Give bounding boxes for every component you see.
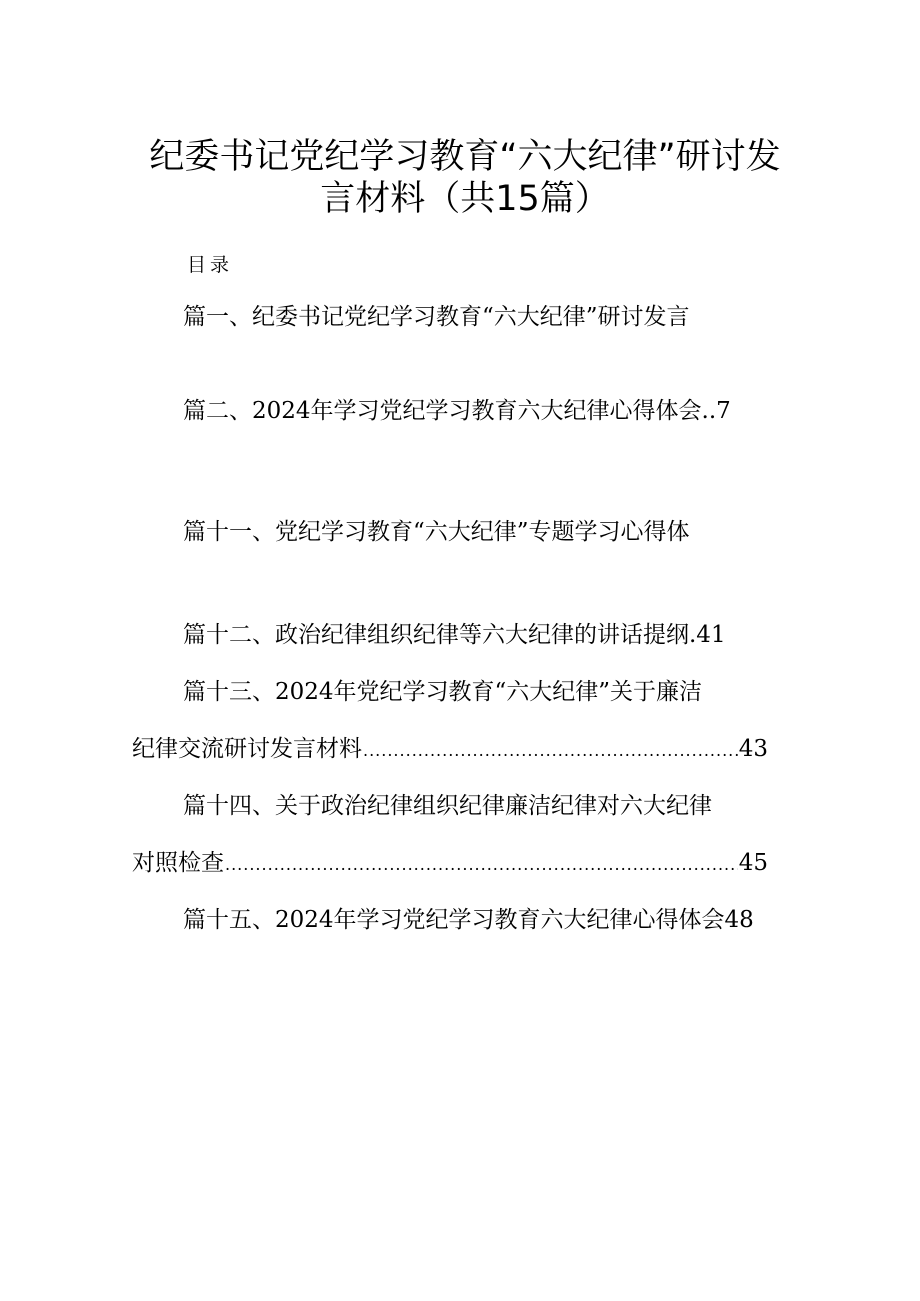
document-title-line-2: 言材料（共15篇） xyxy=(320,179,610,219)
toc-entry-continuation[interactable] xyxy=(132,738,768,761)
toc-heading: 目录 xyxy=(187,254,234,276)
toc-entry-text: 纪律交流研讨发言材料 xyxy=(132,736,362,762)
toc-page-number: 43 xyxy=(738,736,768,762)
dot-leader xyxy=(225,857,738,875)
toc-entry[interactable]: 篇十四、关于政治纪律组织纪律廉洁纪律对六大纪律 xyxy=(183,793,712,819)
toc-entry[interactable]: 篇二、2024年学习党纪学习教育六大纪律心得体会..7 xyxy=(183,398,731,424)
toc-entry[interactable]: 篇十三、2024年党纪学习教育“六大纪律”关于廉洁 xyxy=(183,679,703,705)
toc-entry-text: 对照检查 xyxy=(132,850,224,876)
toc-entry[interactable]: 篇十二、政治纪律组织纪律等六大纪律的讲话提纲.41 xyxy=(183,622,726,648)
toc-page-number: 45 xyxy=(738,850,768,876)
dot-leader xyxy=(363,743,738,761)
toc-entry-continuation[interactable] xyxy=(132,852,768,875)
toc-entry[interactable]: 篇十五、2024年学习党纪学习教育六大纪律心得体会48 xyxy=(183,907,754,933)
toc-entry[interactable]: 篇十一、党纪学习教育“六大纪律”专题学习心得体 xyxy=(183,519,690,545)
document-title-line-1: 纪委书记党纪学习教育“六大纪律”研讨发 xyxy=(149,137,781,177)
toc-entry[interactable]: 篇一、纪委书记党纪学习教育“六大纪律”研讨发言 xyxy=(183,304,690,330)
